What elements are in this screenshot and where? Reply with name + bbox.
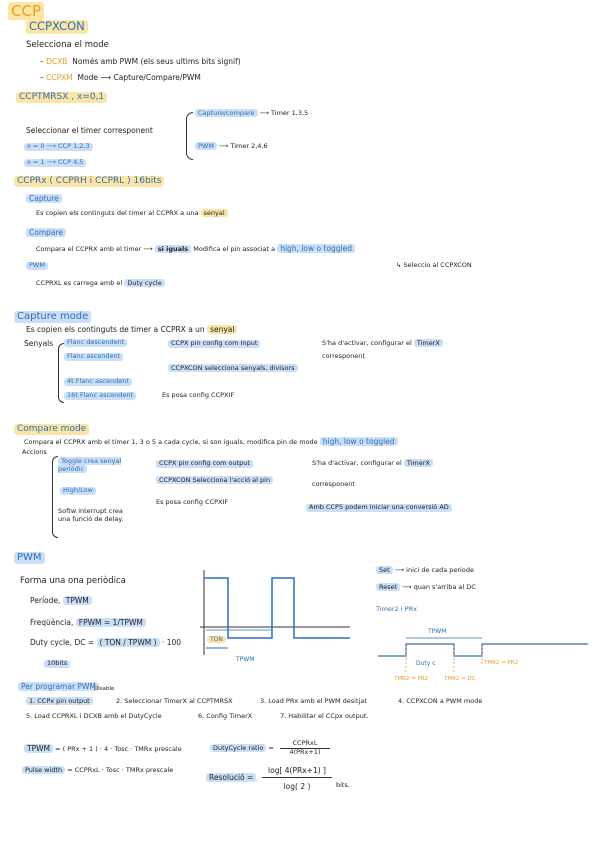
- prog-step-4: 4. CCPXCON a PWM mode: [398, 697, 483, 705]
- ccprx-compare-text2: Modifica el pin associat a: [193, 245, 276, 253]
- formula-res-unit: bits.: [336, 781, 350, 789]
- ccptmrs-x0: x = 0 ⟶ CCP 1,2,3: [24, 143, 93, 151]
- formula-res-label-text: Resolució =: [206, 773, 256, 782]
- formula-duty-label: DutyCycle ratio =: [210, 745, 274, 753]
- capture-ccpx-pin: CCPX pin config com Input: [168, 340, 260, 348]
- pwm-freq-hl: FPWM = 1/TPWM: [76, 618, 146, 627]
- capture-item-4: 16t Flanc ascendent: [64, 392, 136, 400]
- pwm-ton-label: TON: [207, 636, 226, 643]
- pwm-duty-tail: · 100: [161, 638, 182, 647]
- prog-step-1: [26, 698, 93, 706]
- compare-ccpx-pin: CCPX pin config com output: [156, 460, 253, 468]
- ccprx-capture-desc: [36, 210, 228, 218]
- ccpxm-desc: Mode ⟶ Capture/Compare/PWM: [77, 73, 201, 82]
- capture-item-2: Flanc ascendent: [64, 353, 123, 361]
- timer246-text: ⟶ Timer 2,4,6: [219, 142, 268, 150]
- capture-intro: [26, 325, 237, 334]
- compare-timer-note2: corresponent: [312, 480, 355, 488]
- formula-res-num: log[ 4(PRx+1) ]: [262, 766, 332, 778]
- pwm-set-text: ⟶ inici de cada periode: [394, 566, 474, 574]
- pwm-reset: [376, 584, 476, 592]
- programar-disable: Disable: [94, 686, 115, 692]
- tmr2-pr2-label: TMR2 = PR2: [394, 676, 429, 682]
- select-mode-text: Selecciona el mode: [26, 40, 109, 50]
- formula-duty-frac: [280, 740, 330, 757]
- ccprx-capture-text: Es copien els continguts del timer al CCPRX a una: [36, 209, 199, 217]
- ccprx-capture-hl: senyal: [201, 209, 228, 217]
- timer2-signal: [378, 644, 588, 656]
- formula-res-frac: [262, 766, 332, 791]
- ccprx-compare-text: Compara el CCPRX amb el timer ⟶: [36, 245, 153, 253]
- capture-item-1: Flanc descendent: [64, 339, 127, 347]
- pwm-timer2-title: Timer2 i PRx: [376, 605, 417, 613]
- tmr2-pr2b-label: TMR2 = PR2: [484, 660, 519, 666]
- ccpxm-line: – CCPXM Mode ⟶ Capture/Compare/PWM: [40, 73, 201, 82]
- pwm-waveform: [200, 570, 355, 660]
- prog-step-5: 5. Load CCPRXL i DCXB amb el DutyCycle: [26, 712, 162, 720]
- timer2-duty-label: Duty c: [416, 660, 436, 667]
- ccprx-pwm-desc: [36, 280, 165, 288]
- pwm-signal: [204, 578, 350, 638]
- capture-timer-note2: corresponent: [322, 352, 365, 360]
- pwm-set-hl: Set: [376, 566, 393, 574]
- pwm-periode-hl: TPWM: [63, 596, 92, 605]
- ccprx-pwm-text: CCPRXL es carrega amb el: [36, 279, 123, 287]
- page-title: CCP: [8, 2, 44, 20]
- pwm-periode: [30, 596, 92, 605]
- timer2-tpwm-label: TPWM: [428, 628, 447, 635]
- pwm-reset-hl: Reset: [376, 583, 400, 591]
- capture-timer-note: [322, 340, 443, 348]
- formula-res-label: [206, 773, 256, 782]
- pwm-tpwm-label: TPWM: [236, 656, 255, 663]
- formula-pulse-eq: = CCPRxL · Tosc · TMRx prescale: [67, 766, 174, 774]
- capture-intro-text: Es copien els continguts de timer a CCPRX a un: [26, 325, 205, 334]
- dcxb-desc: Només amb PWM (els seus ultims bits signif): [72, 57, 241, 66]
- ccpxcon-heading: CCPXCON: [26, 20, 88, 34]
- compare-item-1: [58, 458, 130, 474]
- formula-pulse: [22, 767, 173, 775]
- formula-duty-den: 4(PRx+1): [289, 747, 321, 756]
- compare-intro: [24, 437, 398, 447]
- capture-timer-hl: TimerX: [414, 339, 443, 347]
- prog-step-3: 3. Load PRx amb el PWM desitjat: [260, 697, 367, 705]
- compare-ccp5-note: Amb CCP5 podem iniciar una conversió AD: [306, 504, 452, 512]
- formula-duty-label-text: DutyCycle ratio: [210, 744, 266, 752]
- compare-item-2: High/Low: [60, 487, 96, 495]
- capture-compare-line: [195, 110, 308, 118]
- ccprx-pwm-label: PWM: [26, 262, 48, 270]
- compare-timer-note: [312, 460, 433, 468]
- pwm-periode-text: Període,: [30, 596, 61, 605]
- pwm-duty-text: Duty cycle, DC =: [30, 638, 95, 647]
- capture-timer-text: S'ha d'activar, configurar el: [322, 339, 412, 347]
- compare-ccpxcon-sel: [156, 477, 273, 485]
- ccpxm-label: CCPXM: [46, 73, 73, 82]
- pwm-duty: [30, 638, 181, 647]
- pwm-forma: Forma una ona periòdica: [20, 576, 126, 586]
- ccprx-heading: CCPRx ( CCPRH i CCPRL ) 16bits: [14, 176, 164, 187]
- pwm-freq-text: Freqüència,: [30, 618, 74, 627]
- pwm-bits: 10bits: [44, 660, 70, 668]
- compare-timer-hl: TimerX: [404, 459, 433, 467]
- pwm-heading: PWM: [14, 552, 45, 564]
- ccprx-compare-bold: si iguals: [155, 245, 191, 253]
- pwm-timer-line: [195, 143, 268, 151]
- capture-ccpxcon-text: CCPXCON selecciona senyals, divisors: [168, 364, 298, 372]
- capture-intro-hl: senyal: [207, 325, 237, 334]
- compare-ccpxcon-text: CCPXCON Selecciona l'acció al pin: [156, 476, 273, 484]
- compare-intro-text: Compara el CCPRX amb el timer 1, 3 o 5 a cada cycle, si son iguals, modifica pin de mode: [24, 438, 318, 446]
- compare-intro-hl: high, low o toggled: [320, 437, 398, 446]
- senyals-label: Senyals: [24, 339, 54, 348]
- capture-item-3: 4t Flanc ascendent: [64, 378, 132, 386]
- formula-duty-num: CCPRxL: [280, 740, 330, 749]
- prog-step-7: 7. Habilitar el CCpx output.: [280, 712, 369, 720]
- formula-tpwm-label: TPWM: [24, 744, 53, 753]
- capture-compare-label: Capture/compare: [195, 109, 258, 117]
- ccprx-pwm-hl: Duty cycle: [124, 279, 164, 287]
- pwm-duty-hl: ( TON / TPWM ): [97, 638, 160, 647]
- pwm-freq: [30, 618, 146, 627]
- ccprx-compare-desc: [36, 244, 355, 254]
- formula-pulse-label: Pulse width: [22, 766, 65, 774]
- pwm-set: [376, 567, 474, 575]
- dcxb-label: DCXB: [46, 57, 68, 66]
- pwm-reset-text: ⟶ quan s'arriba al DC: [402, 583, 476, 591]
- ccprx-compare-hl: high, low o toggled: [277, 244, 355, 253]
- pwm-timer-label: PWM: [195, 142, 217, 150]
- capture-ccpxcon-sel: [168, 365, 298, 373]
- accions-label: Accions: [22, 448, 47, 456]
- compare-item-3: Softw interrupt crea una funció de delay.: [58, 507, 124, 523]
- capture-mode-heading: Capture mode: [14, 311, 91, 323]
- formula-tpwm: [24, 744, 182, 754]
- formula-tpwm-eq: = ( PRx + 1 ) · 4 · Tosc · TMRx prescale: [55, 745, 182, 753]
- select-timer-text: Seleccionar el timer corresponent: [26, 126, 153, 135]
- formula-res-den: log( 2 ): [283, 782, 311, 791]
- programar-heading: Per programar PWM: [18, 682, 99, 691]
- ccprx-capture-label: Capture: [26, 194, 62, 203]
- compare-ccpxif: Es posa config CCPXIF: [156, 498, 229, 506]
- prog-step-1-text: 1. CCPx pin output: [26, 697, 93, 705]
- ccprx-compare-note: ↳ Seleccio al CCPXCON: [396, 261, 472, 269]
- dcxb-line: – DCXB Només amb PWM (els seus ultims bits signif): [40, 57, 241, 66]
- ccprx-compare-label: Compare: [26, 228, 66, 237]
- compare-timer-text: S'ha d'activar, configurar el: [312, 459, 402, 467]
- compare-item-1-text: Toggle crea senyal periòdic: [58, 457, 122, 473]
- capture-ccpxif: Es posa config CCPXIF: [162, 391, 235, 399]
- timer-brace: [186, 112, 193, 160]
- ccptmrs-x1: x = 1 ⟶ CCP 4,5: [24, 159, 86, 167]
- compare-mode-heading: Compare mode: [14, 424, 89, 435]
- ccptmrs-heading: CCPTMRSX , x=0,1: [16, 92, 107, 103]
- prog-step-6: 6. Config TimerX: [198, 712, 253, 720]
- timer135-text: ⟶ Timer 1,3,5: [259, 109, 309, 117]
- tmr2-dc-label: TMR2 = DC: [444, 676, 476, 682]
- prog-step-2: 2. Seleccionar TimerX al CCPTMRSX: [116, 697, 233, 705]
